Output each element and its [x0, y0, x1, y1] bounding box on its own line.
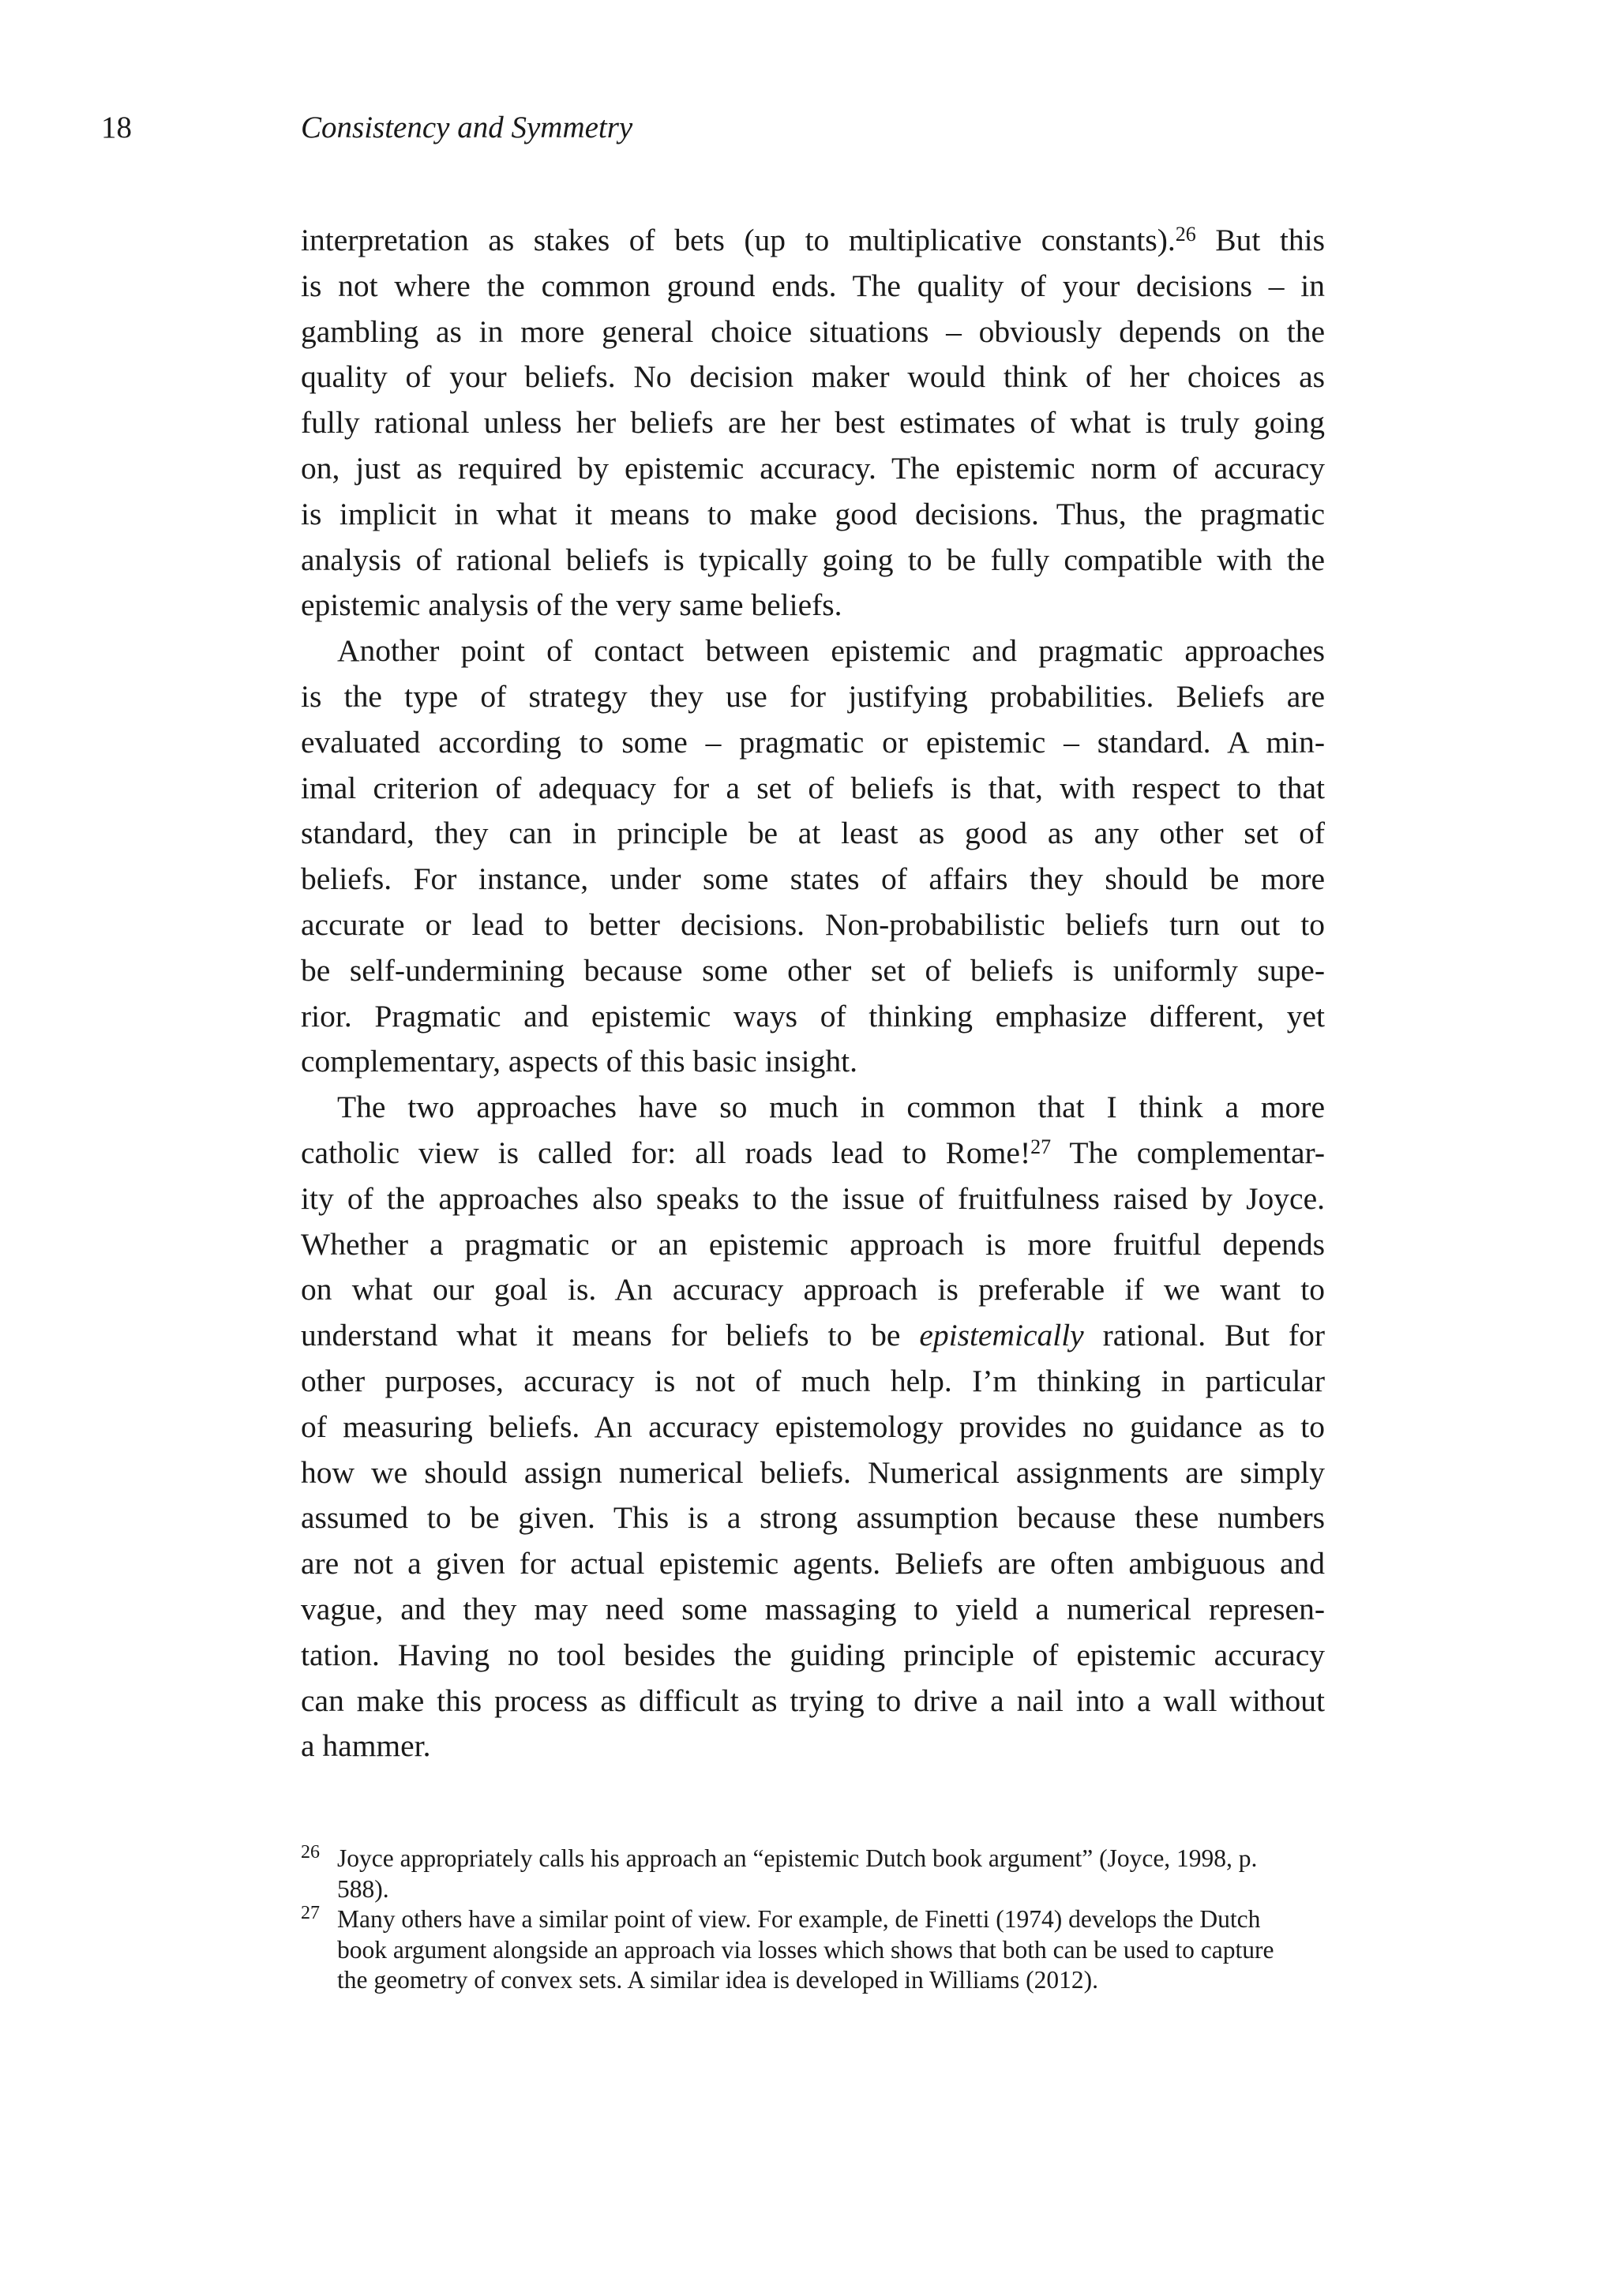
text-line: imal criterion of adequacy for a set of beliefs is that, with respect to that	[301, 770, 1325, 805]
text-line: quality of your beliefs. No decision maker would think of her choices as	[301, 359, 1325, 395]
main-text	[301, 218, 1325, 1769]
text-line: are not a given for actual epistemic agents. Beliefs are often ambiguous and	[301, 1546, 1325, 1581]
text-line: evaluated according to some – pragmatic or epistemic – standard. A min-	[301, 724, 1325, 760]
text-line: can make this process as difficult as trying to drive a nail into a wall without	[301, 1683, 1325, 1718]
text-line: beliefs. For instance, under some states of affairs they should be more	[301, 861, 1325, 897]
text-line: assumed to be given. This is a strong assumption because these numbers	[301, 1500, 1325, 1536]
footnotes	[301, 1844, 1325, 1996]
text-line: how we should assign numerical beliefs. Numerical assignments are simply	[301, 1454, 1325, 1490]
footnote-line: book argument alongside an approach via losses which shows that both can be used to capture	[337, 1935, 1274, 1964]
text-line: fully rational unless her beliefs are her best estimates of what is truly going	[301, 405, 1325, 441]
text-line: is implicit in what it means to make good decisions. Thus, the pragmatic	[301, 496, 1325, 531]
text-line: standard, they can in principle be at least as good as any other set of	[301, 816, 1325, 851]
text-line: a hammer.	[301, 1728, 431, 1764]
paragraph-2	[301, 628, 1325, 1085]
footnote-line: Joyce appropriately calls his approach an “epistemic Dutch book argument” (Joyce, 1998, p.	[337, 1844, 1258, 1872]
text-line: Another point of contact between epistemic and pragmatic approaches	[337, 633, 1325, 669]
text-line: vague, and they may need some massaging to yield a numerical represen-	[301, 1591, 1325, 1626]
footnote-26	[301, 1844, 1325, 1904]
footnote-27	[301, 1904, 1325, 1996]
text-line: epistemic analysis of the very same beliefs.	[301, 587, 842, 623]
text-line: ity of the approaches also speaks to the issue of fruitfulness raised by Joyce.	[301, 1180, 1325, 1216]
text-line: Whether a pragmatic or an epistemic approach is more fruitful depends	[301, 1226, 1325, 1262]
text-line: of measuring beliefs. An accuracy epistemology provides no guidance as to	[301, 1409, 1325, 1444]
footnote-line: the geometry of convex sets. A similar idea is developed in Williams (2012).	[337, 1966, 1098, 1994]
text-line: accurate or lead to better decisions. Non-probabilistic beliefs turn out to	[301, 906, 1325, 942]
text-line: understand what it means for beliefs to be epistemically rational. But for	[301, 1318, 1325, 1353]
text-line: complementary, aspects of this basic insight.	[301, 1044, 857, 1079]
text-line: interpretation as stakes of bets (up to multiplicative constants).$^{26}$ But this	[301, 223, 1325, 257]
text-line: The two approaches have so much in common that I think a more	[337, 1090, 1325, 1125]
text-line: on what our goal is. An accuracy approach is preferable if we want to	[301, 1272, 1325, 1307]
footnote-mark: 26	[301, 1842, 320, 1863]
emphasis: epistemically	[919, 1318, 1084, 1353]
text-line: other purposes, accuracy is not of much help. I’m thinking in particular	[301, 1363, 1325, 1398]
footnote-line: 588).	[337, 1874, 389, 1903]
text-line: rior. Pragmatic and epistemic ways of thinking emphasize different, yet	[301, 998, 1325, 1034]
paragraph-1	[301, 218, 1325, 628]
text-line: is the type of strategy they use for justifying probabilities. Beliefs are	[301, 678, 1325, 714]
page-number: 18	[101, 111, 132, 144]
running-title: Consistency and Symmetry	[301, 111, 633, 144]
text-line: catholic view is called for: all roads lead to Rome!$^{27}$ The complementar-	[301, 1135, 1326, 1170]
text-line: tation. Having no tool besides the guiding principle of epistemic accuracy	[301, 1637, 1325, 1672]
footnote-line: Many others have a similar point of view. For example, de Finetti (1974) develops the Dutch	[337, 1905, 1261, 1934]
text-line: gambling as in more general choice situations – obviously depends on the	[301, 313, 1325, 349]
paragraph-3	[301, 1085, 1325, 1769]
text-line: on, just as required by epistemic accuracy. The epistemic norm of accuracy	[301, 450, 1325, 486]
text-line: is not where the common ground ends. The quality of your decisions – in	[301, 268, 1325, 303]
text-line: analysis of rational beliefs is typically going to be fully compatible with the	[301, 542, 1325, 577]
footnote-ref-26[interactable]: 26	[1175, 223, 1196, 246]
footnote-mark: 27	[301, 1903, 320, 1924]
text-line: be self-undermining because some other set of beliefs is uniformly supe-	[301, 952, 1325, 988]
footnote-ref-27[interactable]: 27	[1030, 1135, 1052, 1158]
